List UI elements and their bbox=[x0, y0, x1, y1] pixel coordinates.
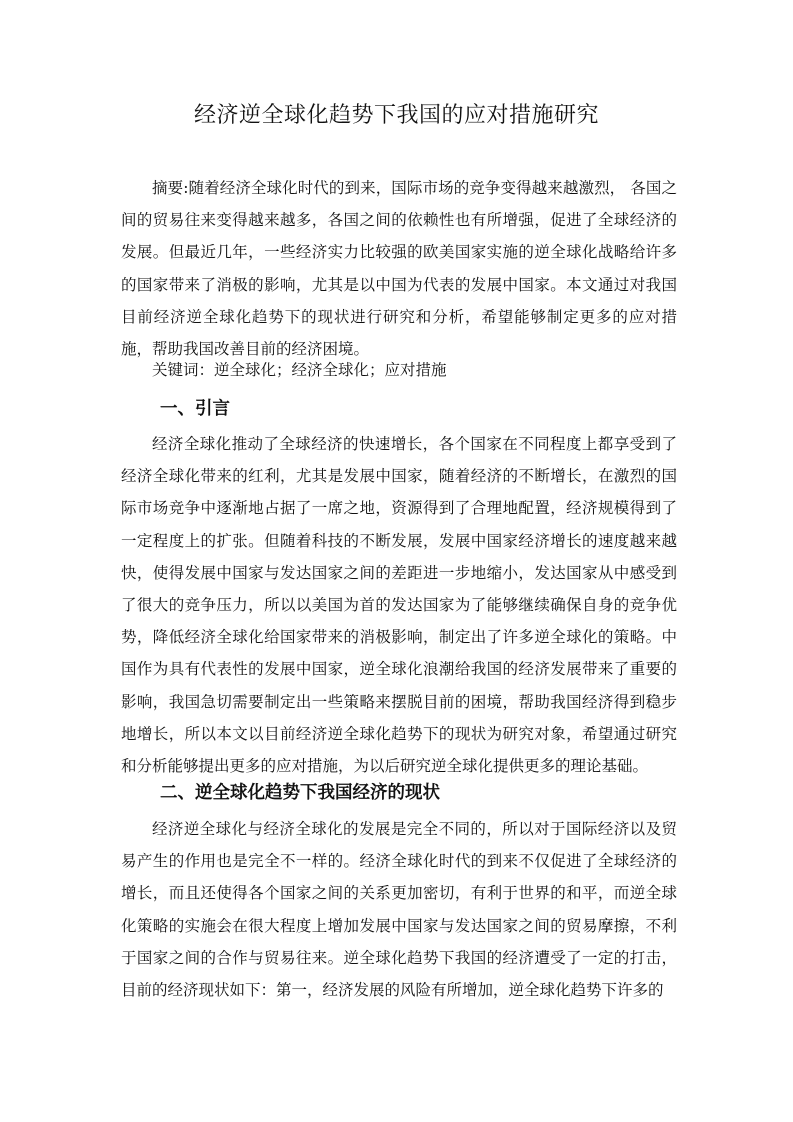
abstract-paragraph: 摘要:随着经济全球化时代的到来，国际市场的竞争变得越来越激烈， 各国之间的贸易往来变得越来越多，各国之间的依赖性也有所增强，促进了全球经济的发展。但最近几年，一些经济实力比较强的欧美国家实施的逆全球化战略给许多的国家带来了消极的影响，尤其是以中国为代表的发展中国家。本文通过对我国目前经济逆全球化趋势下的现状进行研究和分析，希望能够制定更多的应对措施，帮助我国改善目前的经济困境。 bbox=[121, 179, 677, 359]
body-paragraph: 经济全球化推动了全球经济的快速增长，各个国家在不同程度上都享受到了经济全球化带来的红利，尤其是发展中国家，随着经济的不断增长，在激烈的国际市场竞争中逐渐地占据了一席之地，资源得到了合理地配置，经济规模得到了一定程度上的扩张。但随着科技的不断发展，发展中国家经济增长的速度越来越快，使得发展中国家与发达国家之间的差距进一步地缩小，发达国家从中感受到了很大的竞争压力，所以以美国为首的发达国家为了能够继续确保自身的竞争优势，降低经济全球化给国家带来的消极影响，制定出了许多逆全球化的策略。中国作为具有代表性的发展中国家，逆全球化浪潮给我国的经济发展带来了重要的影响，我国急切需要制定出一些策略来摆脱目前的困境，帮助我国经济得到稳步地增长，所以本文以目前经济逆全球化趋势下的现状为研究对象，希望通过研究和分析能够提出更多的应对措施，为以后研究逆全球化提供更多的理论基础。 bbox=[121, 435, 677, 776]
section-body-introduction bbox=[121, 428, 677, 782]
section-heading-introduction: 一、引言 bbox=[160, 399, 230, 419]
keywords-line: 关键词：逆全球化；经济全球化；应对措施 bbox=[152, 361, 447, 379]
body-paragraph: 经济逆全球化与经济全球化的发展是完全不同的，所以对于国际经济以及贸易产生的作用也是完全不一样的。经济全球化时代的到来不仅促进了全球经济的增长，而且还使得各个国家之间的关系更加密切，有利于世界的和平，而逆全球化策略的实施会在很大程度上增加发展中国家与发达国家之间的贸易摩擦，不利于国家之间的合作与贸易往来。逆全球化趋势下我国的经济遭受了一定的打击，目前的经济现状如下：第一，经济发展的风险有所增加，逆全球化趋势下许多的 bbox=[121, 820, 677, 1000]
document-title: 经济逆全球化趋势下我国的应对措施研究 bbox=[193, 103, 599, 128]
section-body-current-status bbox=[121, 813, 677, 1006]
abstract-block bbox=[121, 172, 677, 365]
section-heading-current-status: 二、逆全球化趋势下我国经济的现状 bbox=[160, 783, 440, 803]
